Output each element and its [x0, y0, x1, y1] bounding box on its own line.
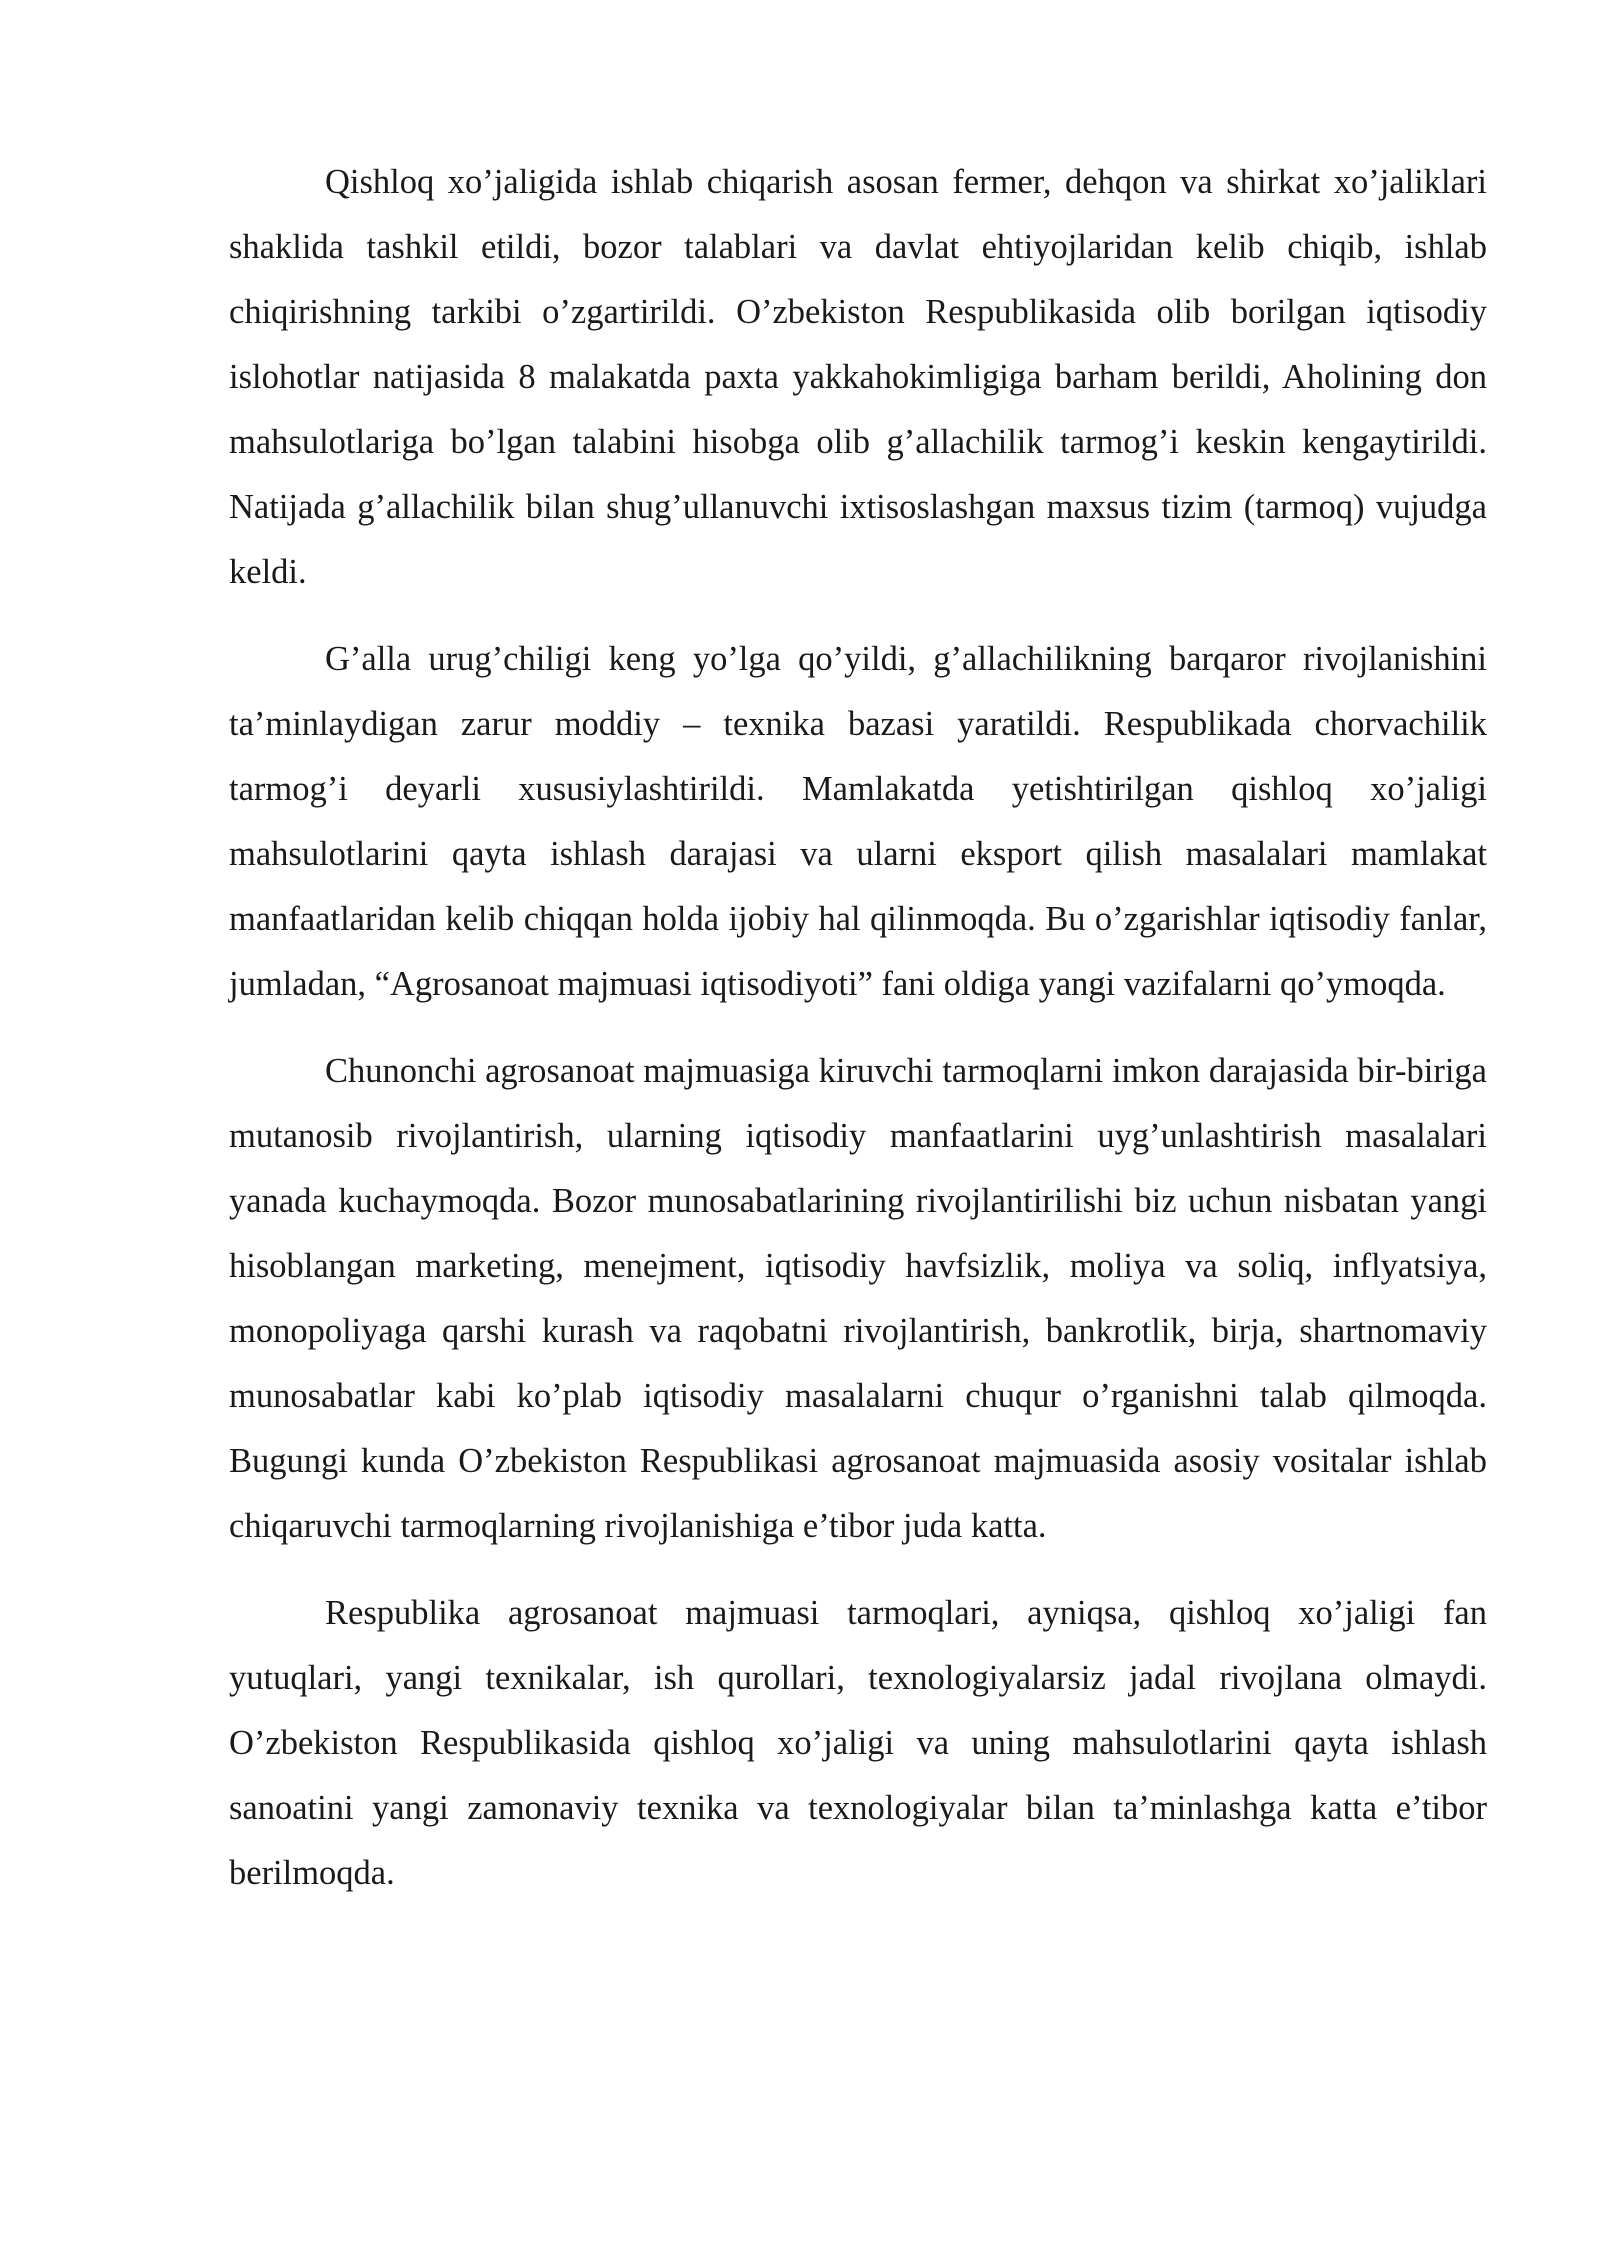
document-body: [229, 150, 1487, 1928]
paragraph-4: Respublika agrosanoat majmuasi tarmoqlari, ayniqsa, qishloq xo’jaligi fan yutuqlari, yangi texnikalar, ish qurollari, texnologiyalarsiz jadal rivojlana olmaydi. O’zbekiston Respublikasida qishloq xo’jaligi va uning mahsulotlarini qayta ishlash sanoatini yangi zamonaviy texnika va texnologiyalar bilan ta’minlashga katta e’tibor berilmoqda.: [229, 1594, 1487, 1892]
paragraph-2: G’alla urug’chiligi keng yo’lga qo’yildi, g’allachilikning barqaror rivojlanishini ta’minlaydigan zarur moddiy – texnika bazasi yaratildi. Respublikada chorvachilik tarmog’i deyarli xususiylashtirildi. Mamlakatda yetishtirilgan qishloq xo’jaligi mahsulotlarini qayta ishlash darajasi va ularni eksport qilish masalalari mamlakat manfaatlaridan kelib chiqqan holda ijobiy hal qilinmoqda. Bu o’zgarishlar iqtisodiy fanlar, jumladan, “Agrosanoat majmuasi iqtisodiyoti” fani oldiga yangi vazifalarni qo’ymoqda.: [229, 640, 1487, 1003]
paragraph-1: Qishloq xo’jaligida ishlab chiqarish asosan fermer, dehqon va shirkat xo’jaliklari shaklida tashkil etildi, bozor talablari va davlat ehtiyojlaridan kelib chiqib, ishlab chiqirishning tarkibi o’zgartirildi. O’zbekiston Respublikasida olib borilgan iqtisodiy islohotlar natijasida 8 malakatda paxta yakkahokimligiga barham berildi, Aholining don mahsulotlariga bo’lgan talabini hisobga olib g’allachilik tarmog’i keskin kengaytirildi. Natijada g’allachilik bilan shug’ullanuvchi ixtisoslashgan maxsus tizim (tarmoq) vujudga keldi.: [229, 163, 1487, 591]
paragraph-3: Chunonchi agrosanoat majmuasiga kiruvchi tarmoqlarni imkon darajasida bir-biriga mutanosib rivojlantirish, ularning iqtisodiy manfaatlarini uyg’unlashtirish masalalari yanada kuchaymoqda. Bozor munosabatlarining rivojlantirilishi biz uchun nisbatan yangi hisoblangan marketing, menejment, iqtisodiy havfsizlik, moliya va soliq, inflyatsiya, monopoliyaga qarshi kurash va raqobatni rivojlantirish, bankrotlik, birja, shartnomaviy munosabatlar kabi ko’plab iqtisodiy masalalarni chuqur o’rganishni talab qilmoqda. Bugungi kunda O’zbekiston Respublikasi agrosanoat majmuasida asosiy vositalar ishlab chiqaruvchi tarmoqlarning rivojlanishiga e’tibor juda katta.: [229, 1052, 1487, 1545]
